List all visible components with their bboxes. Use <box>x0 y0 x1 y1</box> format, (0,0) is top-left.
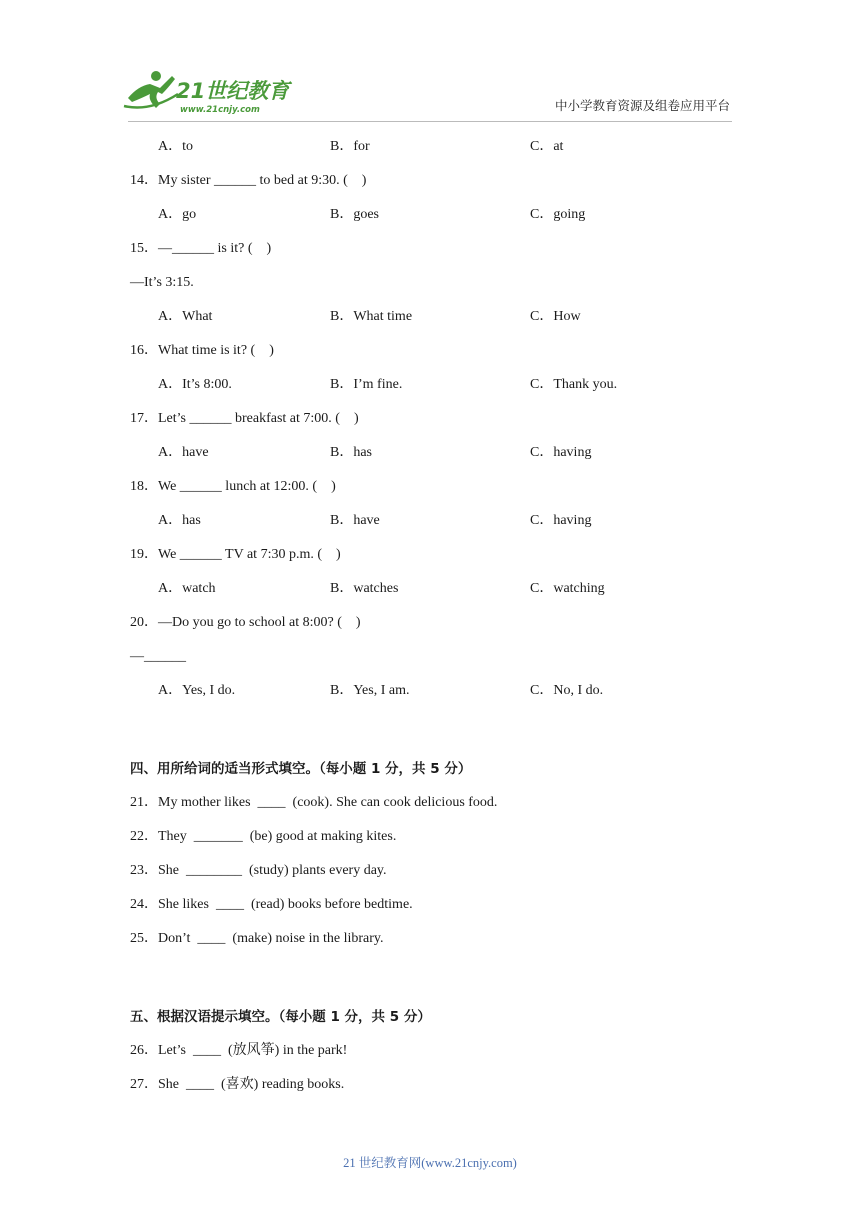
option-b: B．has <box>330 445 372 460</box>
option-b: B．I’m fine. <box>330 377 403 392</box>
option-c: C．Thank you. <box>530 377 618 392</box>
question-line: 26．Let’s ____ (放风筝) in the park! <box>130 1043 348 1058</box>
answer-options <box>130 436 730 470</box>
section-spacer <box>130 956 730 1000</box>
section-spacer <box>130 708 730 752</box>
option-c: C．No, I do. <box>530 683 604 698</box>
answer-options <box>130 504 730 538</box>
option-a: A．go <box>158 207 197 222</box>
option-a: A．watch <box>158 581 216 596</box>
runner-logo-icon <box>120 68 295 116</box>
option-b: B．Yes, I am. <box>330 683 410 698</box>
option-c: C．having <box>530 513 592 528</box>
option-a: A．has <box>158 513 201 528</box>
option-c: C．going <box>530 207 586 222</box>
question-line: 27．She ____ (喜欢) reading books. <box>130 1077 345 1092</box>
question-line: 20．—Do you go to school at 8:00? ( ) <box>130 615 361 630</box>
option-a: A．Yes, I do. <box>158 683 236 698</box>
option-c: C．watching <box>530 581 605 596</box>
page-footer: 21 世纪教育网(www.21cnjy.com) <box>343 1156 517 1170</box>
answer-options <box>130 130 730 164</box>
question-line: 19．We ______ TV at 7:30 p.m. ( ) <box>130 547 341 562</box>
question-line: 22．They _______ (be) good at making kites. <box>130 829 397 844</box>
question-line: 24．She likes ____ (read) books before bedtime. <box>130 897 413 912</box>
answer-options <box>130 300 730 334</box>
question-line: 15．—______ is it? ( ) <box>130 241 272 256</box>
question-line: —______ <box>130 649 186 664</box>
answer-options <box>130 368 730 402</box>
answer-options <box>130 572 730 606</box>
logo <box>120 68 295 116</box>
question-line: 16．What time is it? ( ) <box>130 343 274 358</box>
option-b: B．watches <box>330 581 399 596</box>
option-a: A．to <box>158 139 193 154</box>
answer-options <box>130 674 730 708</box>
question-line: 25．Don’t ____ (make) noise in the library. <box>130 931 384 946</box>
option-b: B．for <box>330 139 370 154</box>
page-header <box>0 0 860 125</box>
question-line: 21．My mother likes ____ (cook). She can cook delicious food. <box>130 795 498 810</box>
header-divider <box>128 121 732 122</box>
option-b: B．goes <box>330 207 379 222</box>
header-platform-text: 中小学教育资源及组卷应用平台 <box>554 98 730 113</box>
question-line: 14．My sister ______ to bed at 9:30. ( ) <box>130 173 367 188</box>
option-c: C．at <box>530 139 564 154</box>
option-a: A．What <box>158 309 213 324</box>
option-a: A．have <box>158 445 209 460</box>
answer-options <box>130 198 730 232</box>
option-b: B．What time <box>330 309 413 324</box>
logo-text: 21世纪教育 <box>176 79 290 103</box>
option-c: C．How <box>530 309 581 324</box>
question-line: 23．She ________ (study) plants every day. <box>130 863 387 878</box>
question-line: —It’s 3:15. <box>130 275 194 290</box>
section-heading: 四、用所给词的适当形式填空。（每小题 1 分，共 5 分） <box>130 761 472 777</box>
question-line: 17．Let’s ______ breakfast at 7:00. ( ) <box>130 411 359 426</box>
exam-content <box>130 130 730 1102</box>
option-a: A．It’s 8:00. <box>158 377 232 392</box>
option-c: C．having <box>530 445 592 460</box>
section-heading: 五、根据汉语提示填空。（每小题 1 分，共 5 分） <box>130 1009 431 1025</box>
option-b: B．have <box>330 513 380 528</box>
logo-url: www.21cnjy.com <box>180 105 260 115</box>
question-line: 18．We ______ lunch at 12:00. ( ) <box>130 479 336 494</box>
